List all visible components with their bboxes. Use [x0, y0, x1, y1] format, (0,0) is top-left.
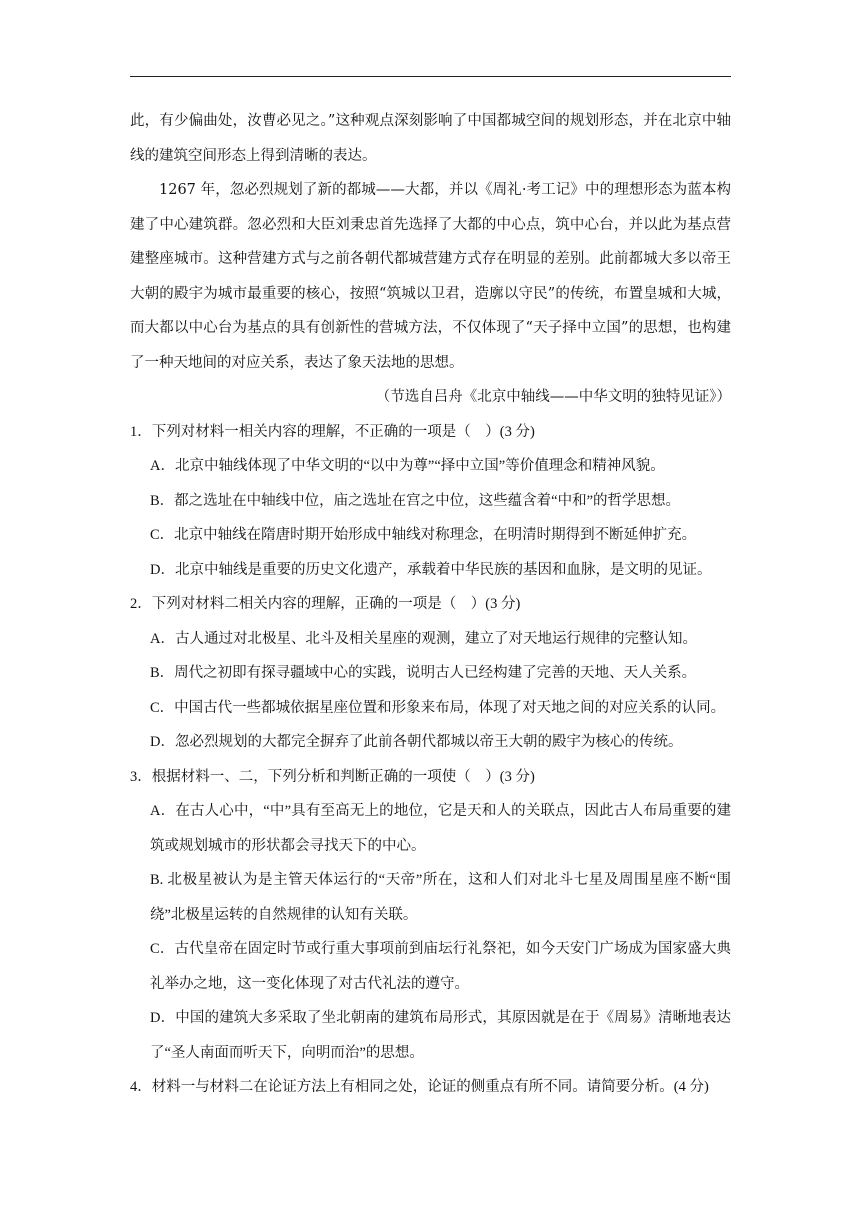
passage-paragraph-1: 此，有少偏曲处，汝曹必见之。”这种观点深刻影响了中国都城空间的规划形态，并在北京中轴线的建筑空间形态上得到清晰的表达。: [130, 113, 731, 164]
option-b: B. 北极星被认为是主管天体运行的“天帝”所在，这和人们对北斗七星及周围星座不断“围绕”北极星运转的自然规律的认知有关联。: [150, 872, 731, 923]
question-4: [130, 1070, 731, 1105]
question-stem: 2．下列对材料二相关内容的理解，正确的一项是（ ）(3 分): [130, 596, 521, 612]
option-b: B．周代之初即有探寻疆域中心的实践，说明古人已经构建了完善的天地、天人关系。: [150, 665, 697, 681]
option-a: A．古人通过对北极星、北斗及相关星座的观测，建立了对天地运行规律的完整认知。: [150, 630, 697, 647]
option-d: D．忽必烈规划的大都完全摒弃了此前各朝代都城以帝王大朝的殿宇为核心的传统。: [150, 734, 683, 750]
page-content: [130, 104, 731, 1105]
option-c: C．中国古代一些都城依据星座位置和形象来布局，体现了对天地之间的对应关系的认同。: [150, 699, 726, 716]
question-2: [130, 587, 731, 760]
question-1: [130, 415, 731, 588]
question-stem: 1．下列对材料一相关内容的理解，不正确的一项是（ ）(3 分): [130, 423, 535, 440]
option-a: A．北京中轴线体现了中华文明的“以中为尊”“择中立国”等价值理念和精神风貌。: [150, 458, 665, 474]
header-rule: [130, 76, 731, 77]
question-stem: 4．材料一与材料二在论证方法上有相同之处，论证的侧重点有所不同。请简要分析。(4 分): [130, 1079, 709, 1095]
passage-paragraph-2: 1267 年，忽必烈规划了新的都城——大都，并以《周礼·考工记》中的理想形态为蓝本构建了中心建筑群。忽必烈和大臣刘秉忠首先选择了大都的中心点，筑中心台，并以此为基点营建整座城市。这种营建方式与之前各朝代都城营建方式存在明显的差别。此前都城大多以帝王大朝的殿宇为城市最重要的核心，按照“筑城以卫君，造廓以守民”的传统，布置皇城和大城，而大都以中心台为基点的具有创新性的营城方法，不仅体现了“天子择中立国”的思想，也构建了一种天地间的对应关系，表达了象天法地的思想。: [130, 182, 731, 371]
question-3: [130, 760, 731, 1071]
option-c: C．古代皇帝在固定时节或行重大事项前到庙坛行礼祭祀，如今天安门广场成为国家盛大典礼举办之地，这一变化体现了对古代礼法的遵守。: [150, 941, 731, 992]
question-stem: 3．根据材料一、二，下列分析和判断正确的一项使（ ）(3 分): [130, 768, 535, 785]
option-d: D．北京中轴线是重要的历史文化遗产，承载着中华民族的基因和血脉，是文明的见证。: [150, 561, 712, 578]
passage-source: （节选自吕舟《北京中轴线——中华文明的独特见证》）: [375, 389, 731, 405]
option-a: A．在古人心中，“中”具有至高无上的地位，它是天和人的关联点，因此古人布局重要的建筑或规划城市的形状都会寻找天下的中心。: [150, 803, 731, 854]
option-b: B．都之选址在中轴线中位，庙之选址在宫之中位，这些蕴含着“中和”的哲学思想。: [150, 492, 681, 509]
option-d: D．中国的建筑大多采取了坐北朝南的建筑布局形式，其原因就是在于《周易》清晰地表达了“圣人南面而听天下，向明而治”的思想。: [150, 1010, 731, 1061]
option-c: C．北京中轴线在隋唐时期开始形成中轴线对称理念，在明清时期得到不断延伸扩充。: [150, 527, 697, 543]
